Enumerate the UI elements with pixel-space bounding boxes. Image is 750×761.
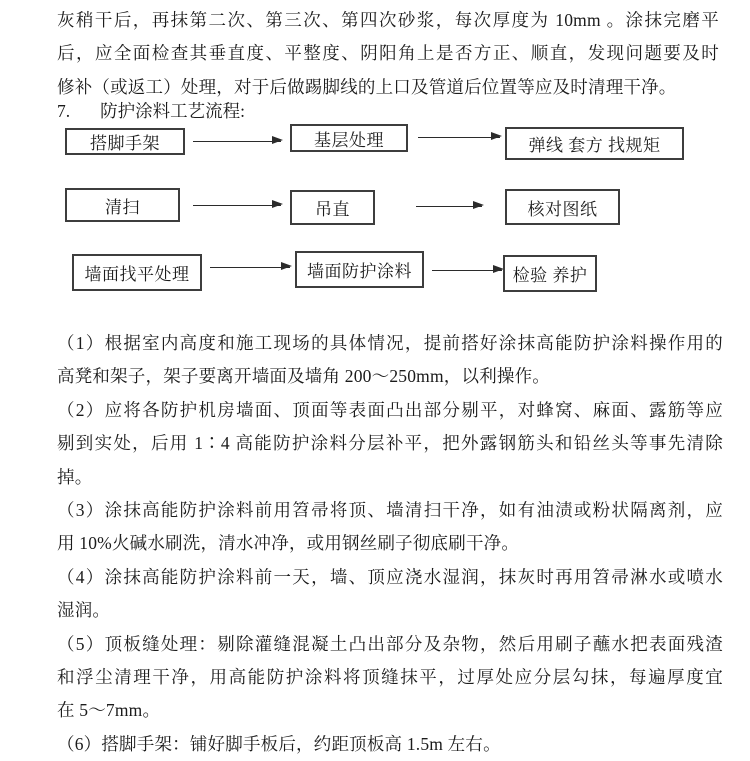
flow-box-base-treatment: 基层处理 bbox=[290, 124, 408, 152]
text-line: （3）涂抹高能防护涂料前用笤帚将顶、墙清扫干净，如有油渍或粉状隔离剂，应 bbox=[57, 500, 723, 521]
flow-arrow-right-icon bbox=[193, 205, 281, 206]
flow-arrow-right-icon bbox=[418, 137, 500, 138]
intro-paragraph bbox=[57, 4, 719, 104]
text-line: 在 5～7mm。 bbox=[57, 700, 161, 721]
step-paragraph-6 bbox=[57, 728, 723, 761]
text-line: （1）根据室内高度和施工现场的具体情况，提前搭好涂抹高能防护涂料操作用的 bbox=[57, 333, 723, 353]
flow-box-plumbing: 吊直 bbox=[290, 190, 375, 225]
text-line: 灰稍干后，再抹第二次、第三次、第四次砂浆，每次厚度为 10mm 。涂抹完磨平 bbox=[57, 10, 719, 30]
section-title: 防护涂料工艺流程: bbox=[100, 101, 245, 121]
process-flowchart bbox=[0, 118, 750, 328]
flow-box-wall-leveling: 墙面找平处理 bbox=[72, 254, 202, 291]
step-paragraph-1 bbox=[57, 327, 723, 394]
section-number: 7. bbox=[57, 101, 71, 121]
flow-arrow-right-icon bbox=[416, 206, 482, 207]
text-line: 用 10%火碱水刷洗，清水冲净，或用钢丝刷子彻底刷干净。 bbox=[57, 533, 520, 554]
text-line: （5）顶板缝处理：剔除灌缝混凝土凸出部分及杂物，然后用刷子蘸水把表面残渣 bbox=[57, 633, 723, 654]
text-line: 剔到实处，后用 1∶4 高能防护涂料分层补平，把外露钢筋头和铅丝头等事先清除 bbox=[57, 433, 723, 454]
text-line: 高凳和架子，架子要离开墙面及墙角 200～250mm，以利操作。 bbox=[57, 366, 550, 387]
flow-arrow-right-icon bbox=[210, 267, 290, 268]
text-line: （6）搭脚手架：铺好脚手板后，约距顶板高 1.5m 左右。 bbox=[57, 733, 501, 754]
flow-box-cleaning: 清扫 bbox=[65, 188, 180, 222]
text-line: 和浮尘清理干净，用高能防护涂料将顶缝抹平，过厚处应分层勾抹，每遍厚度宜 bbox=[57, 667, 723, 688]
text-line: 后，应全面检查其垂直度、平整度、阴阳角上是否方正、顺直，发现问题要及时 bbox=[57, 43, 719, 64]
text-line: （2）应将各防护机房墙面、顶面等表面凸出部分剔平，对蜂窝、麻面、露筋等应 bbox=[57, 399, 723, 420]
text-line: 湿润。 bbox=[57, 600, 111, 621]
flow-box-snap-lines: 弹线 套方 找规矩 bbox=[505, 127, 684, 160]
flow-box-protective-coating: 墙面防护涂料 bbox=[295, 251, 424, 288]
step-paragraph-5 bbox=[57, 628, 723, 728]
steps-section bbox=[57, 327, 723, 761]
step-paragraph-3 bbox=[57, 494, 723, 561]
flow-box-inspection-curing: 检验 养护 bbox=[503, 255, 597, 292]
text-line: （4）涂抹高能防护涂料前一天，墙、顶应浇水湿润，抹灰时再用笤帚淋水或喷水 bbox=[57, 566, 723, 587]
step-paragraph-2 bbox=[57, 394, 723, 494]
flow-arrow-right-icon bbox=[432, 270, 502, 271]
flow-box-scaffolding: 搭脚手架 bbox=[65, 128, 185, 155]
flow-arrow-right-icon bbox=[193, 141, 281, 142]
step-paragraph-4 bbox=[57, 561, 723, 628]
text-line: 掉。 bbox=[57, 466, 93, 487]
text-line: 修补（或返工）处理，对于后做踢脚线的上口及管道后位置等应及时清理干净。 bbox=[57, 76, 677, 97]
flow-box-check-drawings: 核对图纸 bbox=[505, 189, 620, 225]
